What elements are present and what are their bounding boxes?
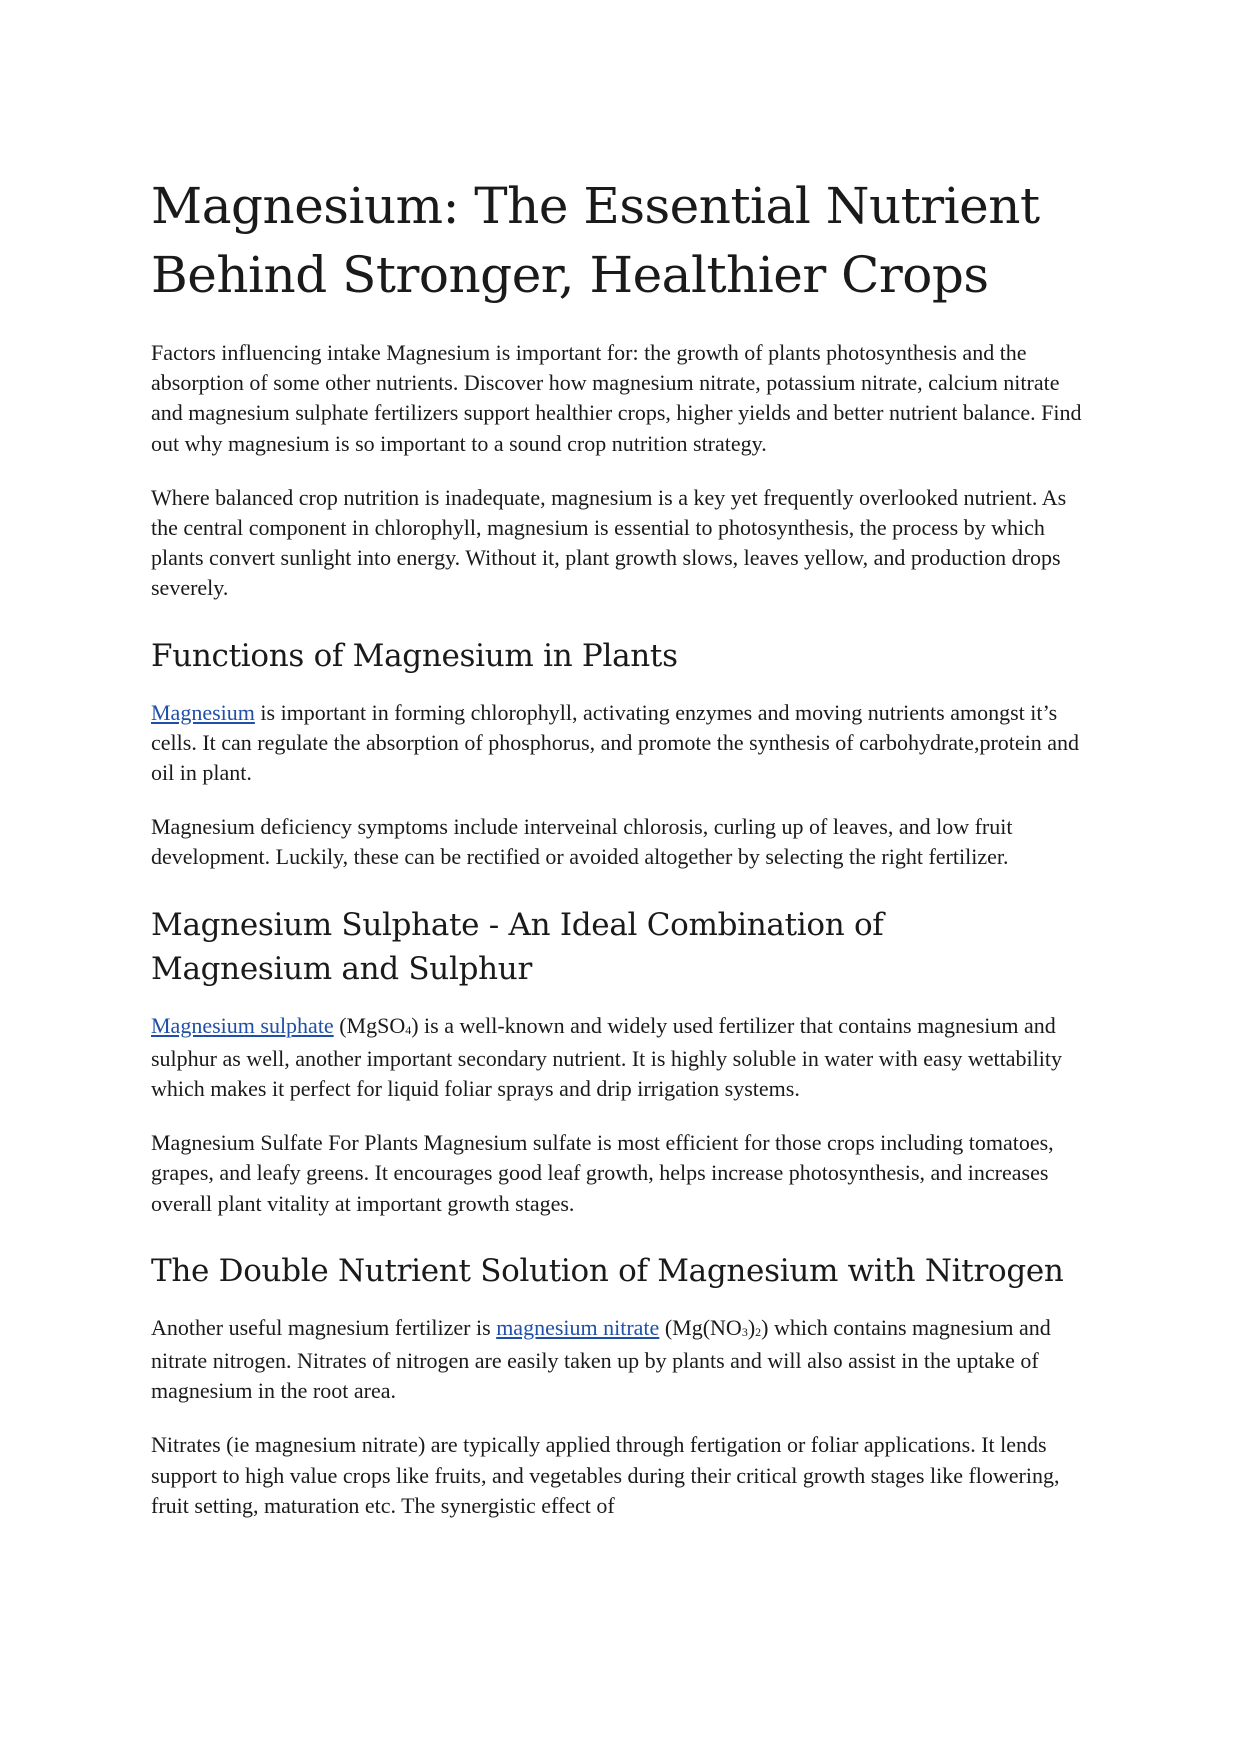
- sulphate-paragraph-1: [151, 1011, 1091, 1105]
- magnesium-sulphate-link[interactable]: Magnesium sulphate: [151, 1012, 334, 1038]
- title-line-1: Magnesium: The Essential Nutrient: [151, 177, 1040, 235]
- sulphate-paragraph-1-text: ) is a well-known and widely used fertilizer that contains magnesium and sulphur as well, another important secondary nutrient. It is highly soluble in water with easy wettability which makes it perfect for liquid foliar sprays and drip irrigation systems.: [151, 1012, 1062, 1102]
- nitrate-formula-text: (Mg(NO: [659, 1314, 742, 1340]
- title-line-2: Behind Stronger, Healthier Crops: [151, 246, 989, 304]
- magnesium-link[interactable]: Magnesium: [151, 699, 255, 725]
- sulphate-formula-subscript: 4: [405, 1022, 412, 1037]
- magnesium-nitrate-link[interactable]: magnesium nitrate: [496, 1314, 660, 1340]
- sulphate-heading: Magnesium Sulphate - An Ideal Combination of Magnesium and Sulphur: [151, 906, 884, 987]
- document-page: [151, 172, 1091, 1545]
- nitrate-paragraph-1: [151, 1313, 1091, 1407]
- nitrate-formula-mid: ): [747, 1314, 756, 1340]
- nitrate-paragraph-1-text: ) which contains magnesium and nitrate nitrogen. Nitrates of nitrogen are easily taken up by plants and will also assist in the uptake of magnesium in the root area.: [151, 1314, 1051, 1404]
- functions-paragraph-1-text: is important in forming chlorophyll, activating enzymes and moving nutrients amongst it’s cells. It can regulate the absorption of phosphorus, and promote the synthesis of carbohydrate,protein and oil in plant.: [151, 699, 1080, 786]
- intro-paragraph-2: Where balanced crop nutrition is inadequate, magnesium is a key yet frequently overlooked nutrient. As the central component in chlorophyll, magnesium is essential to photosynthesis, the process by which plants convert sunlight into energy. Without it, plant growth slows, leaves yellow, and production drops severely.: [151, 484, 1067, 601]
- sulphate-formula-text: (MgSO: [333, 1012, 406, 1038]
- nitrate-formula-subscript-1: 3: [741, 1324, 748, 1339]
- nitrate-paragraph-2: Nitrates (ie magnesium nitrate) are typically applied through fertigation or foliar applications. It lends support to high value crops like fruits, and vegetables during their critical growth stages like flowering, fruit setting, maturation etc. The synergistic effect of: [151, 1432, 1060, 1518]
- functions-heading: Functions of Magnesium in Plants: [151, 637, 678, 674]
- intro-paragraph-1: Factors influencing intake Magnesium is important for: the growth of plants photosynthesis and the absorption of some other nutrients. Discover how magnesium nitrate, potassium nitrate, calcium nitrate and magnesium sulphate fertilizers support healthier crops, higher yields and better nutrient balance. Find out why magnesium is so important to a sound crop nutrition strategy.: [151, 340, 1082, 456]
- sulphate-paragraph-2: Magnesium Sulfate For Plants Magnesium sulfate is most efficient for those crops including tomatoes, grapes, and leafy greens. It encourages good leaf growth, helps increase photosynthesis, and increases overall plant vitality at important growth stages.: [151, 1130, 1054, 1216]
- nitrate-paragraph-1-lead: Another useful magnesium fertilizer is: [151, 1314, 497, 1340]
- nitrate-heading: The Double Nutrient Solution of Magnesium with Nitrogen: [151, 1252, 1064, 1289]
- functions-paragraph-1: [151, 698, 1091, 789]
- document-title: [151, 172, 1091, 310]
- nitrate-formula-subscript-2: 2: [755, 1324, 762, 1339]
- functions-paragraph-2: Magnesium deficiency symptoms include interveinal chlorosis, curling up of leaves, and low fruit development. Luckily, these can be rectified or avoided altogether by selecting the right fertilizer.: [151, 814, 1013, 870]
